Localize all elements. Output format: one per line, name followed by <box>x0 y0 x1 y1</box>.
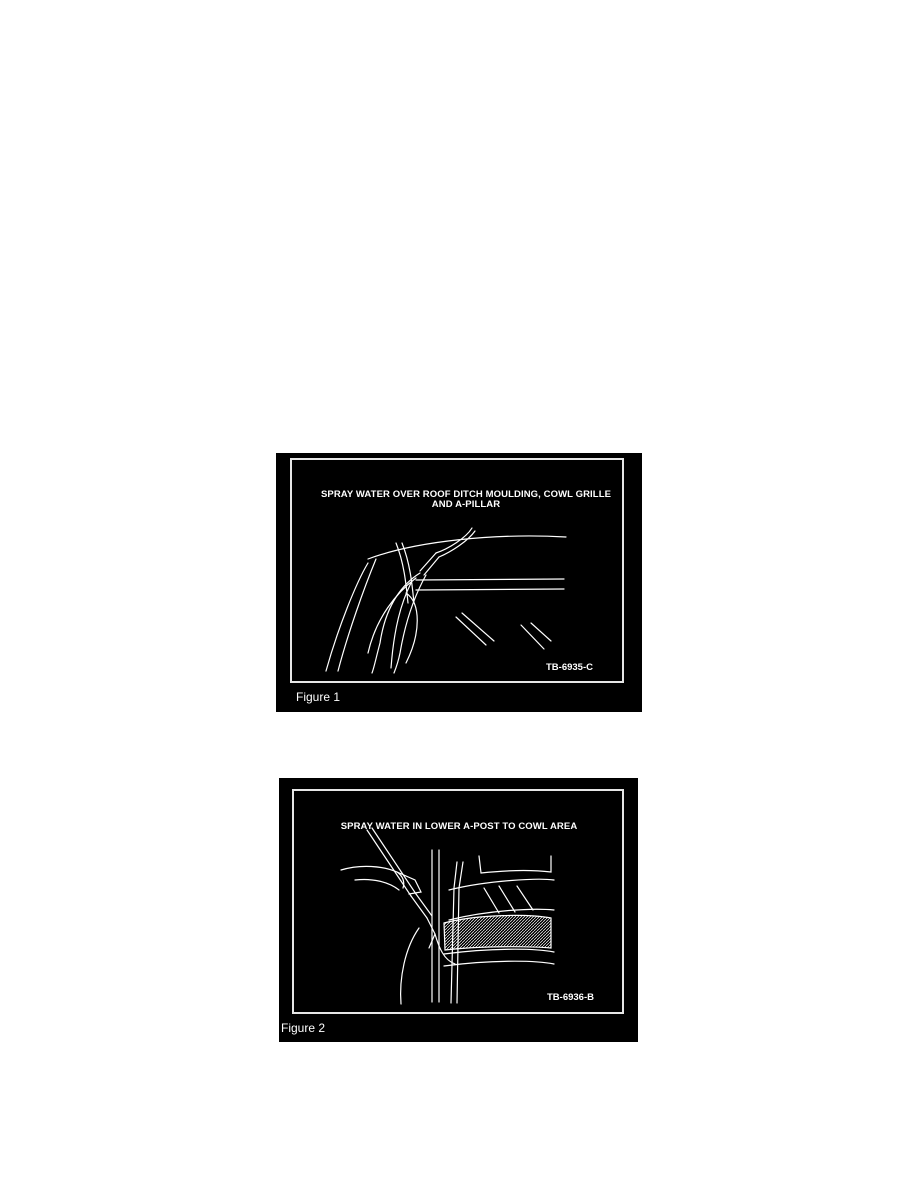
figure-1-code: TB-6935-C <box>546 662 593 673</box>
figure-2-code: TB-6936-B <box>547 992 594 1003</box>
figure-2-callout: SPRAY WATER IN LOWER A-POST TO COWL AREA <box>340 821 578 832</box>
figure-2 <box>279 778 638 1042</box>
figure-1-caption: Figure 1 <box>296 690 341 704</box>
figure-1-callout: SPRAY WATER OVER ROOF DITCH MOULDING, COWL GRILLE AND A-PILLAR <box>320 489 612 510</box>
figure-2-caption: Figure 2 <box>281 1021 326 1035</box>
figure-1 <box>276 453 642 712</box>
